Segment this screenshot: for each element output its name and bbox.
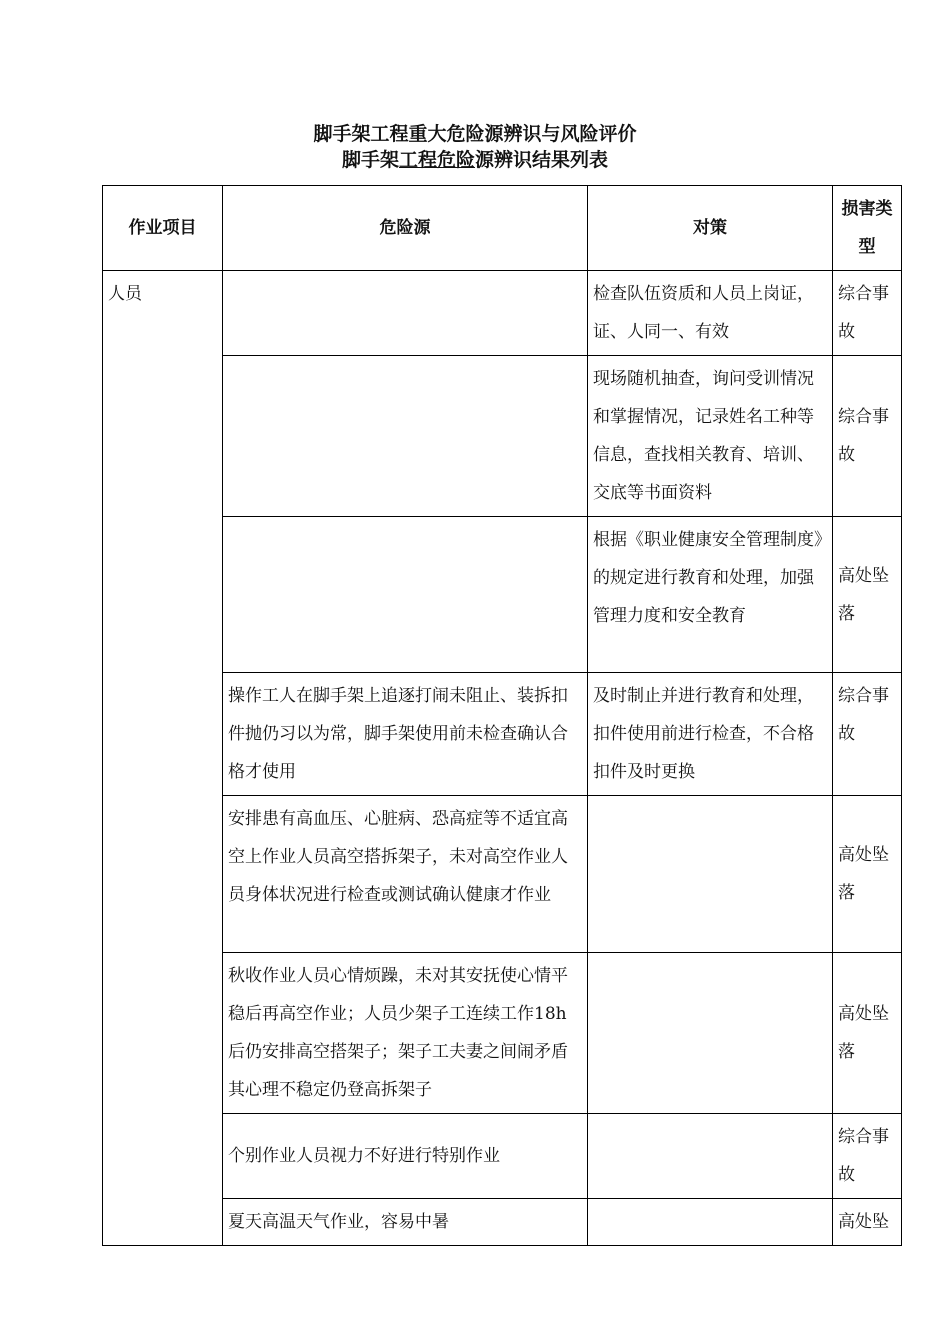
- table-row: [103, 796, 902, 953]
- table-row: [103, 517, 902, 673]
- measure-cell: [588, 1199, 833, 1246]
- hazard-cell: 安排患有高血压、心脏病、恐高症等不适宜高空上作业人员高空搭拆架子，未对高空作业人员身体状况进行检查或测试确认健康才作业: [223, 796, 588, 953]
- header-hazard: 危险源: [223, 186, 588, 271]
- header-measure: 对策: [588, 186, 833, 271]
- type-cell: 高处坠: [833, 1199, 902, 1246]
- type-cell: 高处坠落: [833, 796, 902, 953]
- hazard-cell: [223, 356, 588, 517]
- hazard-cell: [223, 271, 588, 356]
- hazard-table: [102, 185, 902, 1246]
- category-cell: 人员: [103, 271, 223, 1246]
- measure-cell: 根据《职业健康安全管理制度》的规定进行教育和处理，加强管理力度和安全教育: [588, 517, 833, 673]
- measure-cell: [588, 953, 833, 1114]
- measure-cell: 检查队伍资质和人员上岗证，证、人同一、有效: [588, 271, 833, 356]
- measure-cell: 现场随机抽查，询问受训情况和掌握情况，记录姓名工种等信息，查找相关教育、培训、交底等书面资料: [588, 356, 833, 517]
- header-type: 损害类型: [833, 186, 902, 271]
- table-row: [103, 356, 902, 517]
- table-header-row: [103, 186, 902, 271]
- hazard-cell: [223, 517, 588, 673]
- title-line-2-underlined: 工程危险: [398, 149, 475, 171]
- type-cell: 综合事故: [833, 1114, 902, 1199]
- table-row: [103, 1114, 902, 1199]
- title-line-2-part-1: 脚手架: [341, 149, 399, 171]
- type-cell: 综合事故: [833, 271, 902, 356]
- hazard-cell: 夏天高温天气作业，容易中暑: [223, 1199, 588, 1246]
- header-item: 作业项目: [103, 186, 223, 271]
- type-cell: 高处坠落: [833, 517, 902, 673]
- measure-cell: [588, 1114, 833, 1199]
- title-line-2-part-3: 源辨识结果列表: [475, 149, 609, 171]
- title-line-1: 脚手架工程重大危险源辨识与风险评价: [313, 123, 637, 145]
- table-row: [103, 953, 902, 1114]
- table-row: [103, 673, 902, 796]
- hazard-cell: 秋收作业人员心情烦躁，未对其安抚使心情平稳后再高空作业；人员少架子工连续工作18h后仍安排高空搭架子；架子工夫妻之间闹矛盾其心理不稳定仍登高拆架子: [223, 953, 588, 1114]
- measure-cell: [588, 796, 833, 953]
- type-cell: 综合事故: [833, 673, 902, 796]
- type-cell: 综合事故: [833, 356, 902, 517]
- measure-cell: 及时制止并进行教育和处理，扣件使用前进行检查，不合格扣件及时更换: [588, 673, 833, 796]
- title-line-2: [0, 147, 950, 173]
- hazard-cell: 个别作业人员视力不好进行特别作业: [223, 1114, 588, 1199]
- table-row: [103, 1199, 902, 1246]
- document-title: [0, 121, 950, 173]
- table-row: [103, 271, 902, 356]
- hazard-cell: 操作工人在脚手架上追逐打闹未阻止、装拆扣件抛仍习以为常，脚手架使用前未检查确认合格才使用: [223, 673, 588, 796]
- type-cell: 高处坠落: [833, 953, 902, 1114]
